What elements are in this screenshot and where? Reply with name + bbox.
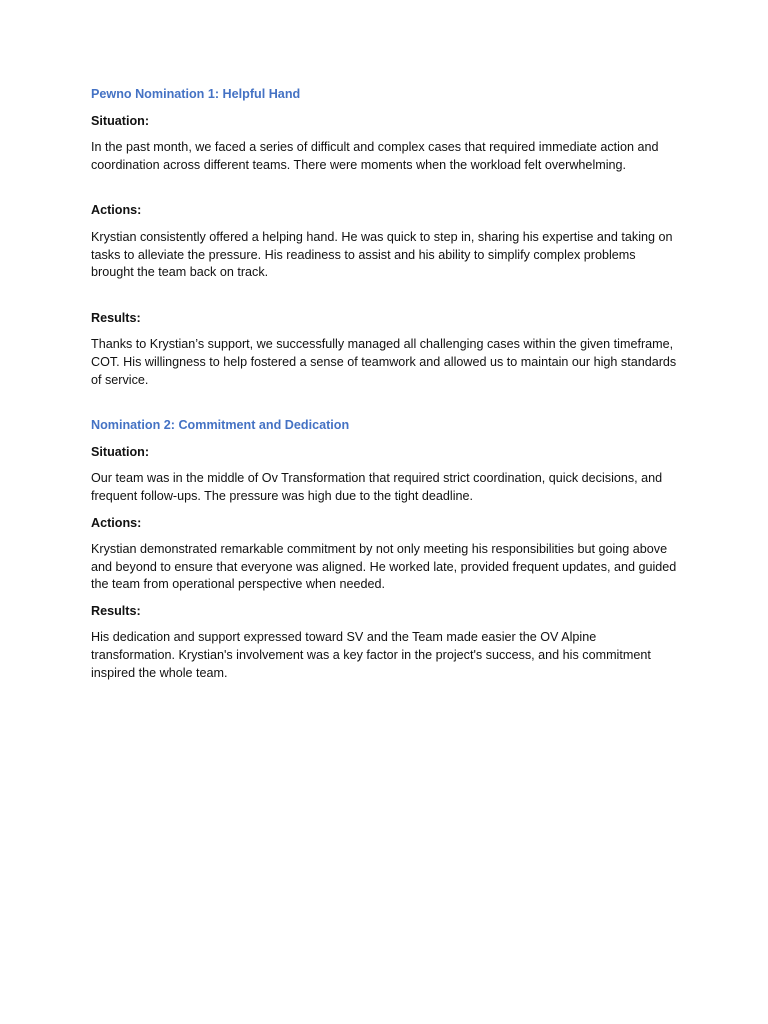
nomination-2-situation-label: Situation: [91, 444, 150, 459]
document-page [91, 86, 681, 691]
nomination-1-results-text: Thanks to Krystian’s support, we successfully managed all challenging cases within the given timeframe, COT. His willingness to help fostered a sense of teamwork and allowed us to maintain our high standards of service. [91, 337, 677, 387]
nomination-2-actions-text: Krystian demonstrated remarkable commitment by not only meeting his responsibilities but going above and beyond to ensure that everyone was aligned. He worked late, provided frequent updates, and guided the team from operational perspective when needed. [91, 542, 677, 592]
nomination-1-results-label: Results: [91, 310, 141, 325]
nomination-2-title: Nomination 2: Commitment and Dedication [91, 418, 350, 433]
nomination-1-situation-text: In the past month, we faced a series of difficult and complex cases that required immediate action and coordination across different teams. There were moments when the workload felt overwhelming. [91, 140, 659, 172]
nomination-1-actions-text: Krystian consistently offered a helping hand. He was quick to step in, sharing his expertise and taking on tasks to alleviate the pressure. His readiness to assist and his ability to simplify complex problems brought the team back on track. [91, 229, 673, 280]
nomination-1-title: Pewno Nomination 1: Helpful Hand [91, 87, 301, 101]
nomination-2-results-label: Results: [91, 603, 141, 618]
nomination-2-situation-text: Our team was in the middle of Ov Transformation that required strict coordination, quick decisions, and frequent follow-ups. The pressure was high due to the tight deadline. [91, 471, 663, 503]
nomination-2-actions-label: Actions: [91, 515, 142, 530]
nomination-1-actions-label: Actions: [91, 203, 142, 218]
nomination-1-situation-label: Situation: [91, 113, 150, 128]
nomination-2-results-text: His dedication and support expressed toward SV and the Team made easier the OV Alpine transformation. Krystian's involvement was a key factor in the project's success, and his commitment inspired the whole team. [91, 630, 651, 680]
